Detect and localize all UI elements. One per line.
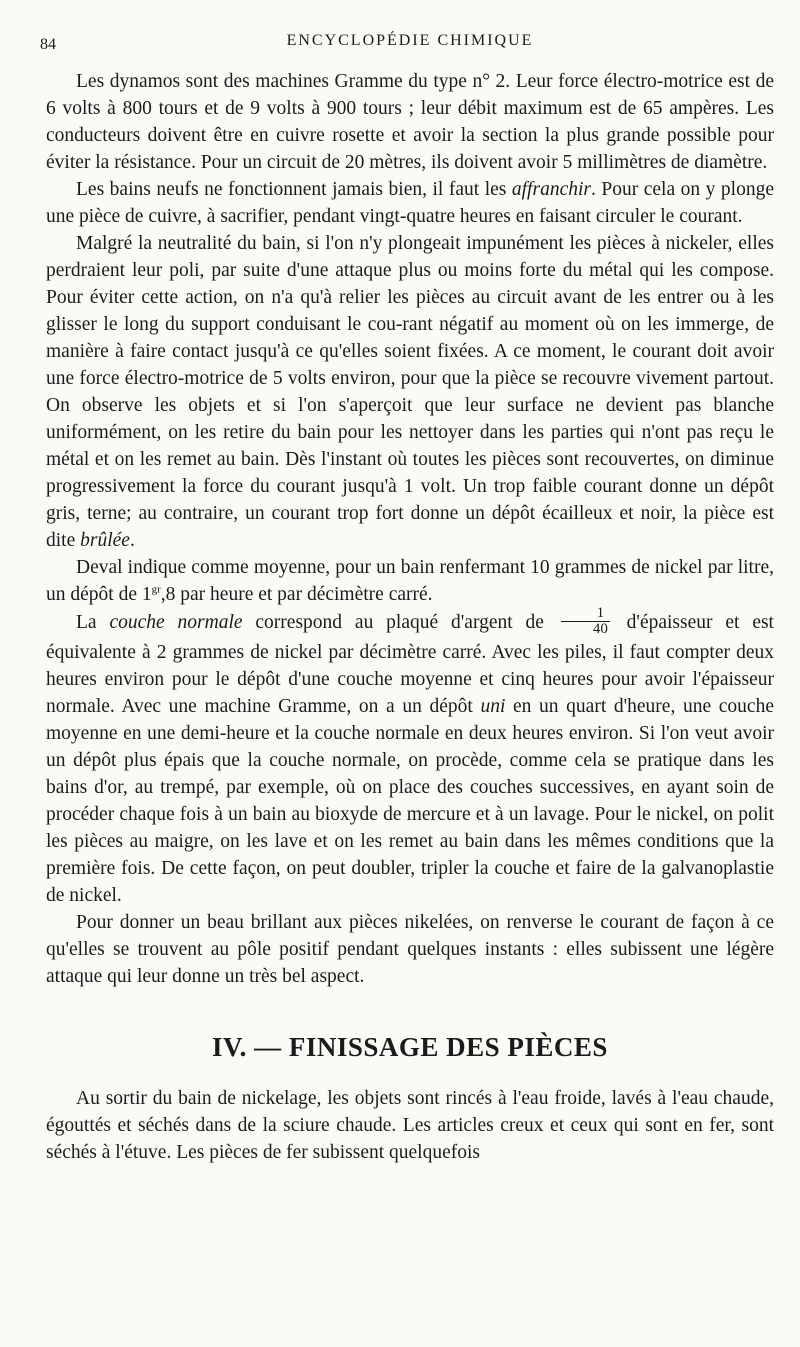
emphasis-term: affranchir <box>511 179 591 200</box>
section-title: IV. — FINISSAGE DES PIÈCES <box>212 1032 608 1062</box>
fraction <box>561 606 610 637</box>
paragraph-neutralite <box>46 230 774 554</box>
fraction-denominator: 40 <box>592 621 608 637</box>
paragraph-brillant: Pour donner un beau brillant aux pièces nikelées, on renverse le courant de façon à ce qu'elles se trouvent au pôle positif pendant quelques instants : elles subissent une légère attaque qui leur donne un très bel aspect. <box>46 912 774 987</box>
emphasis-term: couche normale <box>109 611 243 633</box>
paragraph-text: . Pour cela on y plonge une pièce de cuivre, à sacrifier, pendant vingt-quatre heures en faisant circuler le courant. <box>46 179 775 227</box>
paragraph-dynamos: Les dynamos sont des machines Gramme du type n° 2. Leur force électro-motrice est de 6 volts à 800 tours et de 9 volts à 900 tours ; leur débit maximum est de 65 ampères. Les conducteurs doivent être en cuivre rosette et avoir la section la plus grande possible pour éviter la résistance. Pour un circuit de 20 mètres, ils doivent avoir 5 millimètres de diamètre. <box>46 71 774 173</box>
paragraph-bains-neufs <box>46 176 774 230</box>
paragraph-deval <box>46 554 774 608</box>
paragraph-finissage: Au sortir du bain de nickelage, les objets sont rincés à l'eau froide, lavés à l'eau chaude, égouttés et séchés dans de la sciure chaude. Les articles creux et ceux qui sont en fer, sont séchés à l'étuve. Les pièces de fer subissent quelquefois <box>46 1088 774 1163</box>
emphasis-term: brûlée <box>80 530 130 551</box>
paragraph-text: Deval indique comme moyenne, pour un bain renfermant 10 grammes de nickel par litre, un dépôt de 1 <box>46 557 774 605</box>
fraction-numerator: 1 <box>561 606 610 622</box>
page-header <box>40 30 774 56</box>
paragraph-text: Les bains neufs ne fonctionnent jamais bien, il faut les <box>76 179 512 200</box>
paragraph-text: correspond au plaqué d'argent de <box>242 611 557 633</box>
paragraph-text: Malgré la neutralité du bain, si l'on n'y plongeait impunément les pièces à nickeler, elles perdraient leur poli, par suite d'une attaque plus ou moins forte du métal qui les compose. Pour éviter cette action, on n'a qu'à relier les pièces au circuit avant de les entrer ou à les glisser le long du support conduisant le cou-rant négatif au moment où on les immerge, de manière à faire contact jusqu'à ce qu'elles soient fixées. A ce moment, le courant doit avoir une force électro-motrice de 5 volts environ, pour que la pièce se recouvre vivement partout. On observe les objets et si l'on s'aperçoit que leur surface ne devient pas blanche uniformément, on les retire du bain pour les nettoyer dans les parties qui n'ont pas reçu le métal et on les remet au bain. Dès l'instant où toutes les pièces sont recouvertes, on diminue progressivement la force du courant jusqu'à 1 volt. Un trop faible courant donne un dépôt gris, terne; au contraire, un courant trop fort donne un dépôt écailleux et noir, la pièce est dite <box>46 233 774 551</box>
paragraph-text: d'épaisseur et est équivalente à 2 grammes de nickel par décimètre carré. Avec les piles, il faut compter deux heures environ pour le dépôt d'une couche moyenne et cinq heures pour avoir l'épaisseur normale. Avec une machine Gramme, on a un dépôt <box>46 611 774 717</box>
unit-superscript: gr <box>151 583 161 596</box>
running-head: ENCYCLOPÉDIE CHIMIQUE <box>286 32 534 49</box>
emphasis-term: uni <box>480 696 506 717</box>
paragraph-text: La <box>76 611 110 633</box>
paragraph-text: en un quart d'heure, une couche moyenne en une demi-heure et la couche normale en deux heures environ. Si l'on veut avoir un dépôt plus épais que la couche normale, on procède, comme cela se pratique dans les bains d'or, au trempé, par exemple, où on place des couches successives, en ayant soin de procéder chaque fois à un bain au bioxyde de mercure et à un lavage. Pour le nickel, on polit les pièces au maigre, on les lave et on les remet au bain dans les mêmes conditions que la première fois. De cette façon, on peut doubler, tripler la couche et faire de la galvanoplastie de nickel. <box>46 696 774 906</box>
page-number: 84 <box>40 36 56 53</box>
paragraph-couche-normale <box>46 605 774 909</box>
paragraph-text: ,8 par heure et par décimètre carré. <box>160 584 433 605</box>
paragraph-text: . <box>129 530 135 551</box>
